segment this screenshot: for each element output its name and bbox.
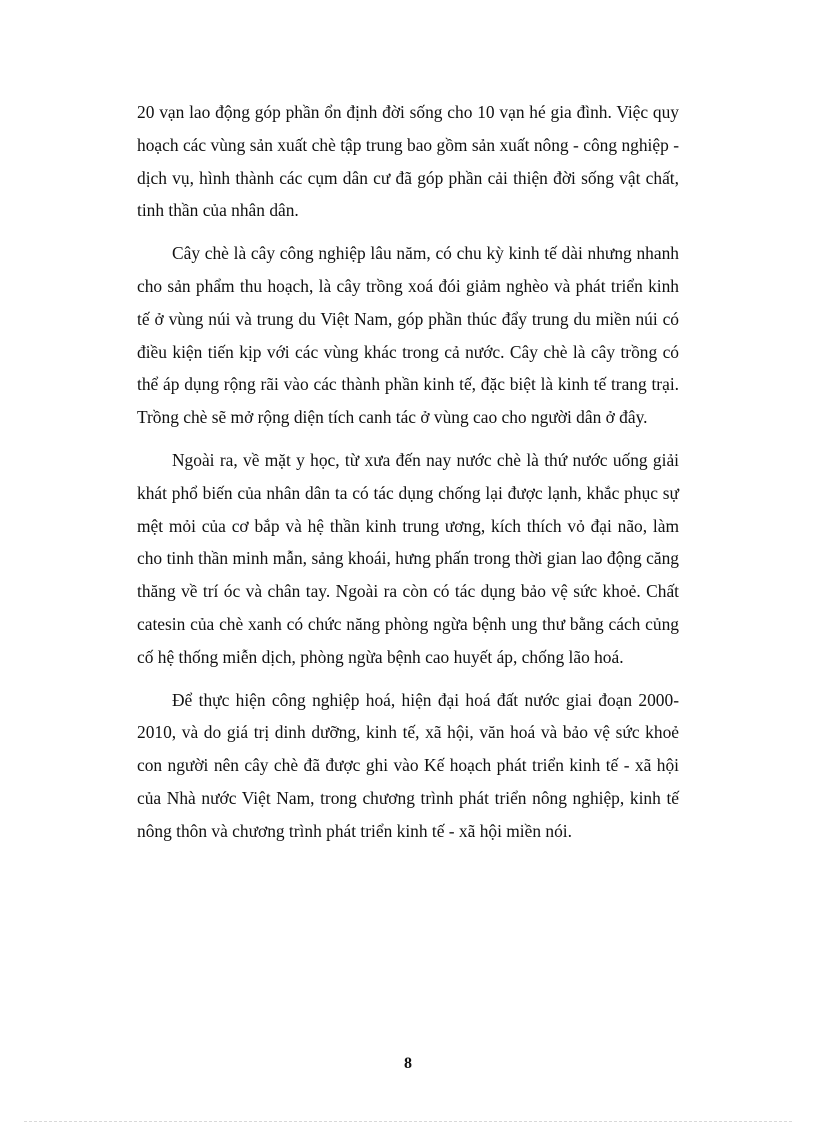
- body-text: [137, 96, 679, 858]
- paragraph-continuation: 20 vạn lao động góp phần ổn định đời sống cho 10 vạn hé gia đình. Việc quy hoạch các vùng sản xuất chè tập trung bao gồm sản xuất nông - công nghiệp - dịch vụ, hình thành các cụm dân cư đã góp phần cải thiện đời sống vật chất, tinh thần của nhân dân.: [137, 102, 679, 221]
- paragraph-tea-health: Ngoài ra, về mặt y học, từ xưa đến nay nước chè là thứ nước uống giải khát phổ biến của nhân dân ta có tác dụng chống lại được lạnh, khắc phục sự mệt mỏi của cơ bắp và hệ thần kinh trung ương, kích thích vỏ đại não, làm cho tinh thần minh mẫn, sảng khoái, hưng phấn trong thời gian lao động căng thăng về trí óc và chân tay. Ngoài ra còn có tác dụng bảo vệ sức khoẻ. Chất catesin của chè xanh có chức năng phòng ngừa bệnh ung thư bằng cách củng cố hệ thống miễn dịch, phòng ngừa bệnh cao huyết áp, chống lão hoá.: [137, 449, 679, 667]
- paragraph-tea-economy: Cây chè là cây công nghiệp lâu năm, có chu kỳ kinh tế dài nhưng nhanh cho sản phẩm thu hoạch, là cây trồng xoá đói giảm nghèo và phát triển kinh tế ở vùng núi và trung du Việt Nam, góp phần thúc đẩy trung du miền núi có điều kiện tiến kịp với các vùng khác trong cả nước. Cây chè là cây trồng có thể áp dụng rộng rãi vào các thành phần kinh tế, đặc biệt là kinh tế trang trại. Trồng chè sẽ mở rộng diện tích canh tác ở vùng cao cho người dân ở đây.: [137, 243, 679, 428]
- paragraph-tea-policy: Để thực hiện công nghiệp hoá, hiện đại hoá đất nước giai đoạn 2000-2010, và do giá trị dinh dưỡng, kinh tế, xã hội, văn hoá và bảo vệ sức khoẻ con người nên cây chè đã được ghi vào Kế hoạch phát triển kinh tế - xã hội của Nhà nước Việt Nam, trong chương trình phát triển nông nghiệp, kinh tế nông thôn và chương trình phát triển kinh tế - xã hội miền nói.: [137, 689, 679, 841]
- page-number: 8: [404, 1055, 412, 1072]
- page-bottom-divider: [24, 1121, 792, 1122]
